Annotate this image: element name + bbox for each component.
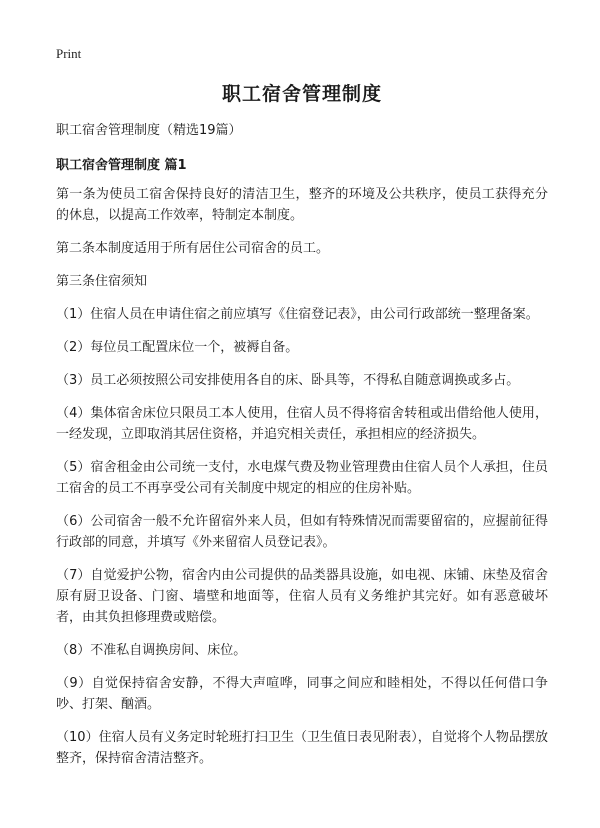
document-subtitle: 职工宿舍管理制度（精选19篇） [56,123,242,138]
paragraph-item-3: （3）员工必须按照公司安排使用各自的床、卧具等，不得私自随意调换或多占。 [56,373,520,388]
paragraph-item-5: （5）宿舍租金由公司统一支付，水电煤气费及物业管理费由住宿人员个人承担，住员工宿舍的员工不再享受公司有关制度中规定的相应的住房补贴。 [56,460,548,496]
print-label: Print [56,46,82,61]
section-heading: 职工宿舍管理制度 篇1 [56,158,187,173]
paragraph-item-2: （2）每位员工配置床位一个，被褥自备。 [56,340,299,355]
paragraph-item-7: （7）自觉爱护公物，宿舍内由公司提供的品类器具设施，如电视、床铺、床垫及宿舍原有厨卫设备、门窗、墙壁和地面等，住宿人员有义务维护其完好。如有恶意破坏者，由其负担修理费或赔偿。 [56,568,548,625]
paragraph-item-6: （6）公司宿舍一般不允许留宿外来人员，但如有特殊情况而需要留宿的，应握前征得行政部的同意，并填写《外来留宿人员登记表》。 [56,514,548,550]
paragraph-item-1: （1）住宿人员在申请住宿之前应填写《住宿登记表》，由公司行政部统一整理备案。 [56,307,539,322]
paragraph-article-1: 第一条为使员工宿舍保持良好的清洁卫生，整齐的环境及公共秩序，使员工获得充分的休息，以提高工作效率，特制定本制度。 [56,187,548,223]
paragraph-item-9: （9）自觉保持宿舍安静，不得大声喧哗，同事之间应和睦相处，不得以任何借口争吵、打架、酗酒。 [56,676,548,712]
paragraph-item-8: （8）不准私自调换房间、床位。 [56,643,247,658]
page-title: 职工宿舍管理制度 [221,83,382,105]
paragraph-item-10: （10）住宿人员有义务定时轮班打扫卫生（卫生值日表见附表），自觉将个人物品摆放整齐，保持宿舍清洁整齐。 [56,730,548,766]
paragraph-article-3: 第三条住宿须知 [56,274,148,289]
paragraph-item-4: （4）集体宿舍床位只限员工本人使用，住宿人员不得将宿舍转租或出借给他人使用，一经发现，立即取消其居住资格，并追究相关责任，承担相应的经济损失。 [56,406,548,442]
paragraph-article-2: 第二条本制度适用于所有居住公司宿舍的员工。 [56,241,330,256]
